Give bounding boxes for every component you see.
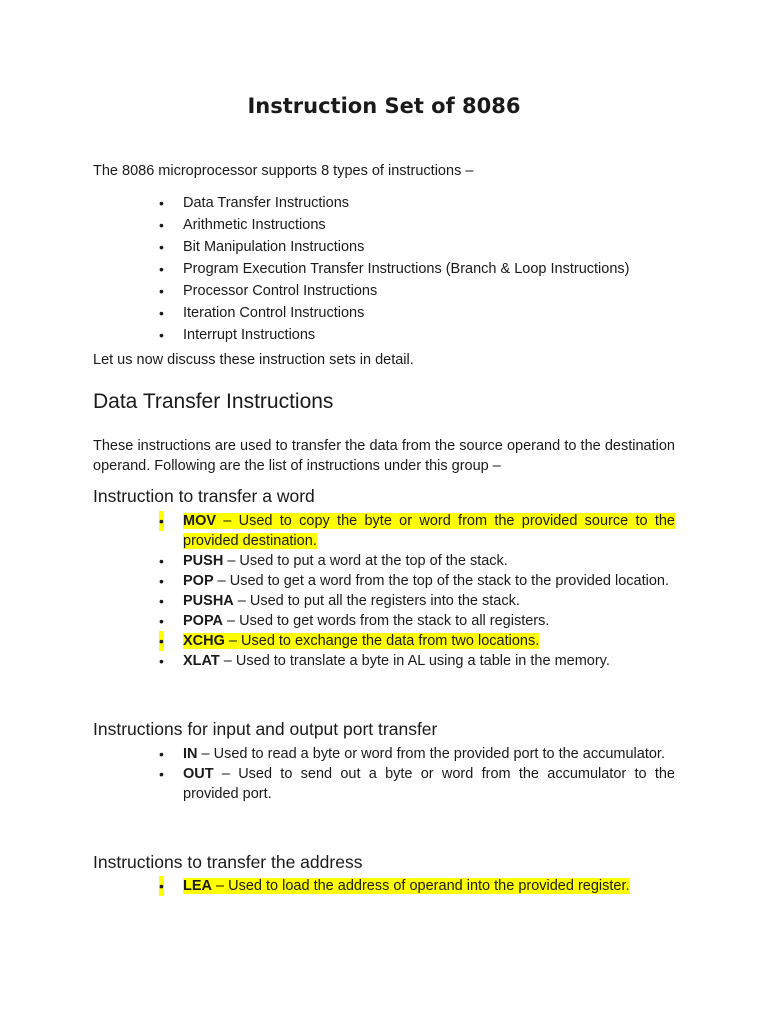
- bullet-icon: •: [159, 217, 164, 233]
- section-heading: Data Transfer Instructions: [93, 390, 334, 413]
- port-transfer-list: [0, 744, 675, 804]
- list-item: • Data Transfer Instructions: [0, 192, 675, 214]
- instruction-types-list: [0, 192, 675, 346]
- highlighted-text: MOV – Used to copy the byte or word from the provided source to the provided destination.: [183, 513, 675, 549]
- list-item: • IN – Used to read a byte or word from the provided port to the accumulator.: [159, 746, 665, 762]
- bullet-icon: •: [159, 593, 164, 609]
- list-item: • Program Execution Transfer Instructions (Branch & Loop Instructions): [0, 258, 675, 280]
- bullet-icon: •: [159, 766, 164, 782]
- group-heading-address-transfer: Instructions to transfer the address: [93, 852, 363, 872]
- list-item: • Arithmetic Instructions: [0, 214, 675, 236]
- bullet-icon: •: [159, 305, 164, 321]
- highlighted-text: LEA – Used to load the address of operand into the provided register.: [183, 878, 630, 894]
- bullet-icon: •: [159, 239, 164, 255]
- group-heading-word-transfer: Instruction to transfer a word: [93, 486, 315, 506]
- bullet-icon: •: [159, 283, 164, 299]
- list-item: • PUSHA – Used to put all the registers into the stack.: [159, 593, 520, 609]
- list-item: • XLAT – Used to translate a byte in AL using a table in the memory.: [159, 653, 610, 669]
- list-item: • Processor Control Instructions: [0, 280, 675, 302]
- section-description: These instructions are used to transfer the data from the source operand to the destination operand. Following are the list of instructions under this group –: [93, 438, 675, 474]
- list-item: • Iteration Control Instructions: [0, 302, 675, 324]
- highlighted-text: XCHG – Used to exchange the data from two locations.: [183, 633, 540, 649]
- list-item: [0, 876, 675, 896]
- bullet-icon: •: [159, 878, 164, 894]
- list-item: • PUSH – Used to put a word at the top of the stack.: [159, 553, 508, 569]
- bullet-icon: •: [159, 573, 164, 589]
- list-item: • POPA – Used to get words from the stack to all registers.: [159, 613, 550, 629]
- bullet-icon: •: [159, 633, 164, 649]
- bullet-icon: •: [159, 613, 164, 629]
- page-title: Instruction Set of 8086: [247, 94, 521, 118]
- word-transfer-list: [0, 511, 675, 671]
- bullet-icon: •: [159, 261, 164, 277]
- list-item: [0, 511, 675, 551]
- list-item: • OUT – Used to send out a byte or word from the accumulator to the provided port.: [159, 766, 675, 802]
- list-item: • Interrupt Instructions: [0, 324, 675, 346]
- address-transfer-list: [0, 876, 675, 896]
- list-item: [0, 631, 675, 651]
- intro-paragraph: The 8086 microprocessor supports 8 types of instructions –: [93, 163, 474, 179]
- list-item: • Bit Manipulation Instructions: [0, 236, 675, 258]
- group-heading-port-transfer: Instructions for input and output port transfer: [93, 719, 438, 739]
- bullet-icon: •: [159, 327, 164, 343]
- discuss-paragraph: Let us now discuss these instruction sets in detail.: [93, 352, 414, 368]
- bullet-icon: •: [159, 195, 164, 211]
- bullet-icon: •: [159, 513, 164, 529]
- list-item: • POP – Used to get a word from the top of the stack to the provided location.: [159, 573, 670, 589]
- bullet-icon: •: [159, 553, 164, 569]
- bullet-icon: •: [159, 746, 164, 762]
- bullet-icon: •: [159, 653, 164, 669]
